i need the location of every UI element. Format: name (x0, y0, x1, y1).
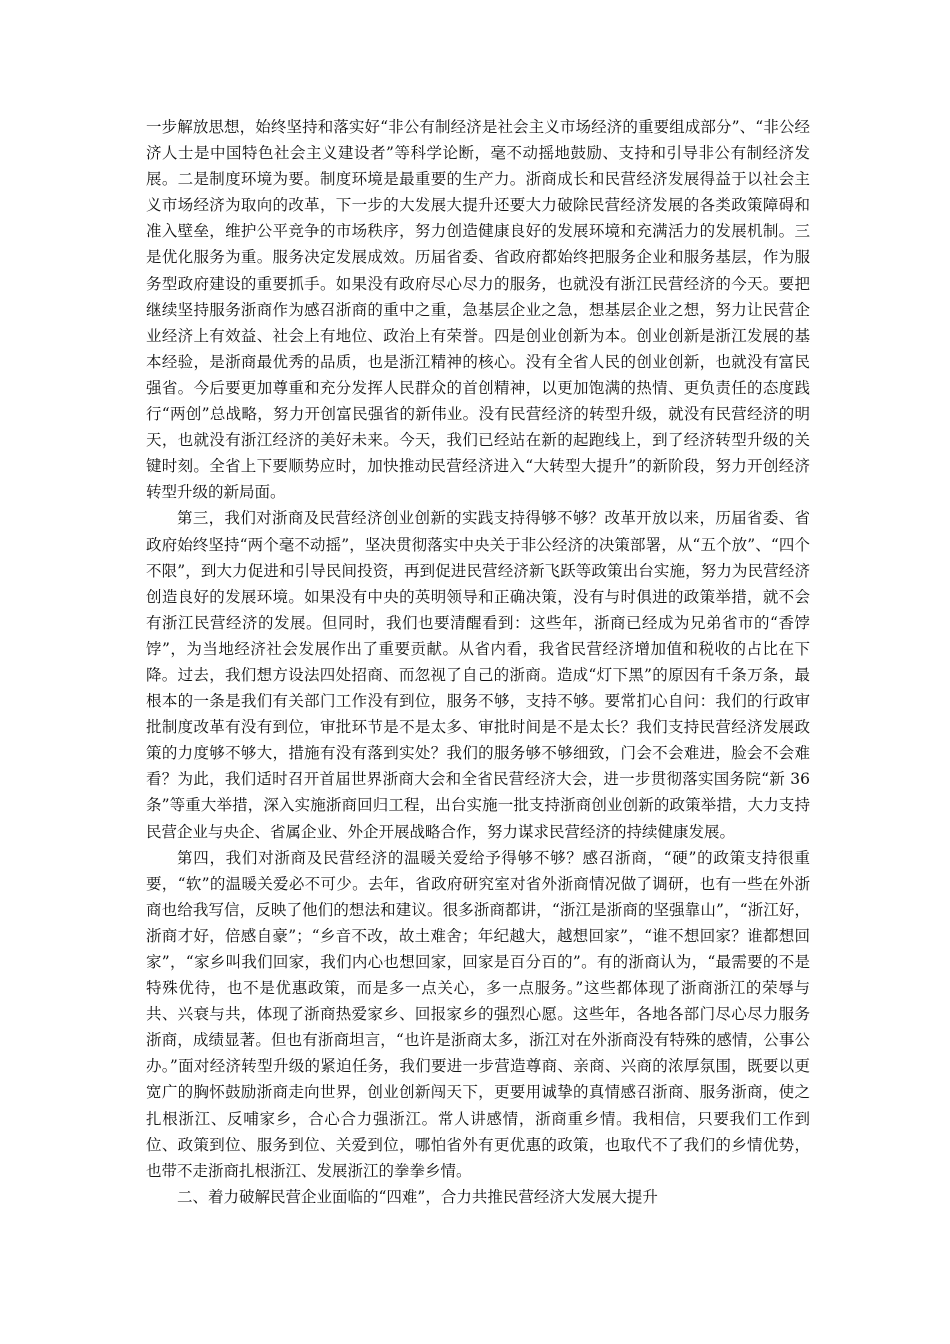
paragraph-continuation: 一步解放思想，始终坚持和落实好“非公有制经济是社会主义市场经济的重要组成部分”、“非公经济人士是中国特色社会主义建设者”等科学论断，毫不动摇地鼓励、支持和引导非公有制经济发展。二是制度环境为要。制度环境是最重要的生产力。浙商成长和民营经济发展得益于以社会主义市场经济为取向的改革，下一步的大发展大提升还要大力破除民营经济发展的各类政策障碍和准入壁垒，维护公平竞争的市场秩序，努力创造健康良好的发展环境和充满活力的发展机制。三是优化服务为重。服务决定发展成效。历届省委、省政府都始终把服务企业和服务基层，作为服务型政府建设的重要抓手。如果没有政府尽心尽力的服务，也就没有浙江民营经济的今天。要把继续坚持服务浙商作为感召浙商的重中之重，急基层企业之急，想基层企业之想，努力让民营企业经济上有效益、社会上有地位、政治上有荣誉。四是创业创新为本。创业创新是浙江发展的基本经验，是浙商最优秀的品质，也是浙江精神的核心。没有全省人民的创业创新，也就没有富民强省。今后要更加尊重和充分发挥人民群众的首创精神，以更加饱满的热情、更负责任的态度践行“两创”总战略，努力开创富民强省的新伟业。没有民营经济的转型升级，就没有民营经济的明天，也就没有浙江经济的美好未来。今天，我们已经站在新的起跑线上，到了经济转型升级的关键时刻。全省上下要顺势应时，加快推动民营经济进入“大转型大提升”的新阶段，努力开创经济转型升级的新局面。 (146, 118, 810, 502)
section-heading: 二、着力破解民营企业面临的“四难”，合力共推民营经济大发展大提升 (177, 1187, 658, 1206)
paragraph-third-point: 第三，我们对浙商及民营经济创业创新的实践支持得够不够？改革开放以来，历届省委、省政府始终坚持“两个毫不动摇”，坚决贯彻落实中央关于非公经济的决策部署，从“五个放”、“四个不限”，到大力促进和引导民间投资，再到促进民营经济新飞跃等政策出台实施，努力为民营经济创造良好的发展环境。如果没有中央的英明领导和正确决策，没有与时俱进的政策举措，就不会有浙江民营经济的发展。但同时，我们也要清醒看到：这些年，浙商已经成为兄弟省市的“香饽饽”，为当地经济社会发展作出了重要贡献。从省内看，我省民营经济增加值和税收的占比在下降。过去，我们想方设法四处招商、而忽视了自己的浙商。造成“灯下黑”的原因有千条万条，最根本的一条是我们有关部门工作没有到位，服务不够，支持不够。要常扪心自问：我们的行政审批制度改革有没有到位，审批环节是不是太多、审批时间是不是太长？我们支持民营经济发展政策的力度够不够大，措施有没有落到实处？我们的服务够不够细致，门会不会难进，脸会不会难看？为此，我们适时召开首届世界浙商大会和全省民营经济大会，进一步贯彻落实国务院“新 36 条”等重大举措，深入实施浙商回归工程，出台实施一批支持浙商创业创新的政策举措，大力支持民营企业与央企、省属企业、外企开展战略合作，努力谋求民营经济的持续健康发展。 (146, 509, 810, 841)
document-body (146, 114, 810, 1210)
paragraph-fourth-point: 第四，我们对浙商及民营经济的温暖关爱给予得够不够？感召浙商，“硬”的政策支持很重要，“软”的温暖关爱必不可少。去年，省政府研究室对省外浙商情况做了调研，也有一些在外浙商也给我写信，反映了他们的想法和建议。很多浙商都讲，“浙江是浙商的坚强靠山”，“浙江好，浙商才好，倍感自豪”；“乡音不改，故土难舍；年纪越大，越想回家”，“谁不想回家？谁都想回家”，“家乡叫我们回家，我们内心也想回家，回家是百分百的”。有的浙商认为，“最需要的不是特殊优待，也不是优惠政策，而是多一点关心，多一点服务。”这些都体现了浙商浙江的荣辱与共、兴衰与共，体现了浙商热爱家乡、回报家乡的强烈心愿。这些年，各地各部门尽心尽力服务浙商，成绩显著。但也有浙商坦言，“也许是浙商太多，浙江对在外浙商没有特殊的感情，公事公办。”面对经济转型升级的紧迫任务，我们要进一步营造尊商、亲商、兴商的浓厚氛围，既要以更宽广的胸怀鼓励浙商走向世界，创业创新闯天下，更要用诚挚的真情感召浙商、服务浙商，使之扎根浙江、反哺家乡，合心合力强浙江。常人讲感情，浙商重乡情。我相信，只要我们工作到位、政策到位、服务到位、关爱到位，哪怕省外有更优惠的政策，也取代不了我们的乡情优势，也带不走浙商扎根浙江、发展浙江的拳拳乡情。 (146, 848, 810, 1180)
